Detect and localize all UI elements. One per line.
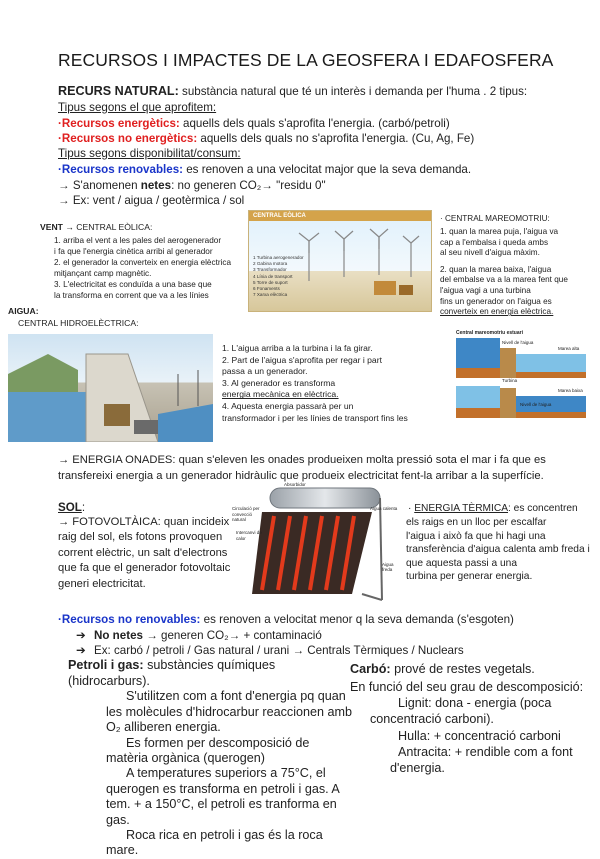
- vent-label: VENT: [40, 222, 63, 232]
- termica-lines: [406, 516, 590, 584]
- termica-line: que aquesta passi a una: [406, 557, 518, 569]
- page-title: RECURSOS I IMPACTES DE LA GEOSFERA I EDAFOSFERA: [58, 50, 554, 70]
- tipus-aprofitem-heading: Tipus segons el que aprofitem:: [58, 101, 217, 114]
- eolica-item: mitjançant camp magnètic.: [54, 269, 152, 278]
- no-renovables-label: Recursos no renovables:: [61, 613, 201, 626]
- renovables-label: Recursos renovables:: [61, 163, 184, 176]
- petroli-lines: [68, 674, 352, 859]
- fotovoltaica-line: generi electricitat.: [58, 577, 146, 590]
- energetics-line: [58, 116, 450, 131]
- mareomotriu-line: 2. quan la marea baixa, l'aigua: [440, 264, 552, 274]
- petroli-line: querogen es transforma en petroli i gas. A: [106, 781, 340, 796]
- hidro-line: 3. Al generador es transforma: [222, 377, 336, 388]
- mareomotriu-heading: · CENTRAL MAREOMOTRIU:: [440, 214, 550, 223]
- hidro-line: 4. Aquesta energia passarà per un: [222, 400, 354, 411]
- bullet: ·: [58, 613, 62, 626]
- petroli-line: O₂ alliberen energia.: [106, 720, 221, 735]
- mareomotriu-line: fins un generador on l'aigua es: [440, 296, 552, 306]
- legend-item: 3 Transformador: [253, 267, 287, 273]
- eolica-item: 2. el generador la converteix en energia elèctrica: [54, 258, 232, 267]
- ex-renovables-line: → Ex: vent / aigua / geotèrmica / sol: [58, 194, 245, 207]
- eolica-item: 3. L'electricitat es conduïda a una base que: [54, 280, 212, 289]
- petroli-line: matèria orgànica (querogen): [106, 751, 265, 766]
- tidal-label: Nivell de l'aigua: [502, 340, 534, 345]
- petroli-line: gas.: [106, 812, 130, 827]
- carbo-lines: [350, 679, 583, 776]
- petroli-line: Es formen per descomposició de: [126, 735, 310, 750]
- no-energetics-label: Recursos no energètics:: [61, 132, 198, 145]
- termica-line: transferència d'aigua calenta amb freda i: [406, 544, 590, 556]
- termica-line: els raigs en un lloc per escalfar: [406, 517, 547, 528]
- solar-label: Aigua calenta: [370, 506, 398, 511]
- onades-line-2: transfereixi energia a un generador hidràulic que produeix electricitat fent-la arribar a la superfície.: [58, 470, 544, 482]
- petroli-line: A temperatures superiors a 75°C, el: [126, 766, 326, 781]
- petroli-line: S'utilitzen com a font d'energia pq quan: [126, 689, 346, 704]
- fotovoltaica-lines: [58, 515, 230, 592]
- no-netes-line: [76, 628, 322, 643]
- fotovoltaica-line: → FOTOVOLTÀICA: quan incideix: [58, 516, 230, 528]
- petroli-title: [68, 658, 275, 674]
- arrow-bullet: ➔: [76, 644, 86, 657]
- mareomotriu-line: l'aigua vagi a una turbina: [440, 285, 531, 295]
- petroli-line: Roca rica en petroli i gas és la roca: [126, 828, 323, 843]
- carbo-line: concentració carboni).: [370, 712, 494, 727]
- hidro-line: energia mecànica en elèctrica.: [222, 389, 339, 400]
- sol-colon: :: [81, 501, 86, 514]
- no-energetics-line: [58, 131, 474, 146]
- bullet: ·: [58, 163, 62, 176]
- legend-item: 2 Gabina motora: [253, 261, 288, 267]
- carbo-label: Carbó:: [350, 662, 391, 676]
- hidro-line: 1. L'aigua arriba a la turbina i la fa girar.: [222, 343, 373, 353]
- tidal-label: Nivell de l'aigua: [520, 402, 552, 407]
- ex-no-renov-line: [76, 643, 464, 658]
- mareomotriu-lines: [440, 227, 568, 318]
- termica-rest: : es concentren: [508, 503, 578, 514]
- petroli-line: les molècules d'hidrocarbur reaccionen amb: [106, 704, 353, 719]
- sol-heading: [58, 500, 85, 515]
- aigua-heading: AIGUA:: [8, 306, 39, 316]
- renovables-text: es renoven a una velocitat major que la seva demanda.: [183, 163, 472, 176]
- solar-label: Intercanvi de calor: [236, 530, 262, 541]
- legend-item: 5 Torre de suport: [253, 279, 288, 285]
- mareomotriu-line: al seu nivell d'aigua màxim.: [440, 248, 540, 258]
- carbo-line: Antracita: + rendible com a font: [398, 744, 573, 759]
- diagram-legend: [253, 255, 304, 298]
- netes-pre: → S'anomenen: [58, 179, 141, 192]
- mareomotriu-line: 1. quan la marea puja, l'aigua va: [440, 227, 559, 236]
- no-renovables-line: [58, 612, 514, 627]
- termica-line: l'aigua i això fa que hi hagi una: [406, 530, 546, 542]
- legend-item: 6 Fonaments: [253, 286, 280, 292]
- solar-label: Absorbidor: [284, 482, 306, 487]
- fotovoltaica-line: corrent elèctric, un salt d'electrons: [58, 546, 228, 559]
- fotovoltaica-line: que fa que el generador fotovoltaic: [58, 562, 231, 575]
- netes-line: [58, 178, 326, 193]
- carbo-line: d'energia.: [390, 761, 445, 776]
- hidro-line: passa a un generador.: [222, 366, 308, 377]
- termica-line: turbina per generar energia.: [406, 571, 533, 583]
- carbo-line: En funció del seu grau de descomposició:: [350, 680, 584, 694]
- legend-item: 4 Línia de transport: [253, 273, 293, 279]
- bullet: ·: [58, 132, 62, 145]
- eolica-heading: [40, 222, 152, 234]
- wind-farm-diagram: [248, 210, 432, 312]
- tidal-label: Marea alta: [558, 346, 580, 351]
- netes-post: : no generen CO₂→ "residu 0": [171, 179, 326, 192]
- tidal-diagram-title: Central mareomotriu estuari: [456, 330, 523, 336]
- petroli-line: tem. + a 150°C, el petroli es tranforma en: [106, 797, 337, 812]
- tipus-disponibilitat-heading: Tipus segons disponibilitat/consum:: [58, 147, 241, 160]
- petroli-title-rest: substàncies químiques: [143, 658, 276, 672]
- petroli-label: Petroli i gas:: [68, 658, 144, 672]
- recurs-natural-line: [58, 84, 527, 99]
- recurs-natural-text: substància natural que té un interès i demanda per l'huma . 2 tipus:: [178, 85, 528, 98]
- fotovoltaica-line: raig del sol, els fotons provoquen: [58, 531, 223, 544]
- legend-item: 7 Xarxa elèctrica: [253, 292, 288, 298]
- termica-heading: · ENERGIA TÈRMICA: es concentren: [408, 503, 578, 514]
- no-renovables-text: es renoven a velocitat menor q la seva demanda (s'esgoten): [200, 613, 514, 626]
- dam-illustration: [8, 334, 213, 442]
- energetics-label: Recursos energètics:: [61, 117, 180, 130]
- petroli-line: (hidrocarburs).: [68, 674, 150, 688]
- hydroelectric-diagram: [8, 334, 213, 442]
- no-energetics-text: aquells dels quals no s'aprofita l'energia. (Cu, Ag, Fe): [197, 132, 475, 145]
- carbo-line: Hulla: + concentració carboni: [398, 728, 561, 743]
- eolica-list: [54, 235, 231, 301]
- solar-thermal-diagram: [232, 482, 404, 606]
- carbo-title: [350, 662, 535, 678]
- legend-item: 1 Turbina aerogenerador: [253, 255, 304, 260]
- mareomotriu-line: cap a l'embalsa i queda ambs: [440, 237, 549, 247]
- bullet: ·: [58, 117, 62, 130]
- eolica-item: i fa que l'energia cinètica arribi al generador: [54, 247, 213, 256]
- solar-collector-illustration: [232, 482, 404, 606]
- arrow-bullet: ➔: [76, 629, 86, 642]
- tidal-label: Turbina: [502, 378, 518, 383]
- recurs-natural-label: RECURS NATURAL:: [58, 84, 179, 98]
- hidroelectrica-lines: [222, 343, 408, 424]
- diagram-title: CENTRAL EÒLICA: [253, 213, 306, 219]
- no-netes-text: → generen CO₂→ + contaminació: [142, 629, 322, 642]
- mareomotriu-line: converteix en energia elèctrica.: [440, 307, 554, 317]
- solar-label: Circulació per convecció natural: [232, 506, 260, 522]
- carbo-line: Lignit: dona - energia (poca: [398, 696, 552, 711]
- sol-label: SOL: [58, 501, 82, 514]
- hidro-line: 2. Part de l'aigua s'aprofita per regar i part: [222, 354, 382, 365]
- onades-line-1: → ENERGIA ONADES: quan s'eleven les onades produeixen molta pressió sota el mar i fa que es: [58, 454, 546, 466]
- ex-no-renov-text: Ex: carbó / petroli / Gas natural / urani → Centrals Tèrmiques / Nuclears: [94, 644, 464, 657]
- carbo-title-rest: prové de restes vegetals.: [390, 662, 535, 676]
- eolica-subheading: → CENTRAL EÒLICA:: [62, 222, 153, 232]
- energetics-text: aquells dels quals s'aprofita l'energia. (carbó/petroli): [179, 117, 450, 130]
- tidal-diagram: [442, 330, 590, 426]
- no-netes-bold: No netes: [94, 629, 143, 642]
- tidal-label: Marea baixa: [558, 388, 583, 393]
- termica-label: ENERGIA TÈRMICA: [414, 503, 509, 514]
- renovables-line: [58, 162, 471, 177]
- hidro-line: transformador i per les línies de transport fins les: [222, 412, 408, 423]
- eolica-item: la transforma en corrent que va a les línies: [54, 291, 209, 300]
- netes-bold: netes: [140, 179, 172, 192]
- eolica-item: 1. arriba el vent a les pales del aerogenerador: [54, 236, 222, 245]
- hidroelectrica-heading: CENTRAL HIDROELÈCTRICA:: [18, 318, 139, 328]
- solar-label: Aigua freda: [382, 562, 394, 572]
- petroli-line: mare.: [106, 843, 139, 858]
- mareomotriu-line: del embalse va a la marea fent que: [440, 275, 568, 285]
